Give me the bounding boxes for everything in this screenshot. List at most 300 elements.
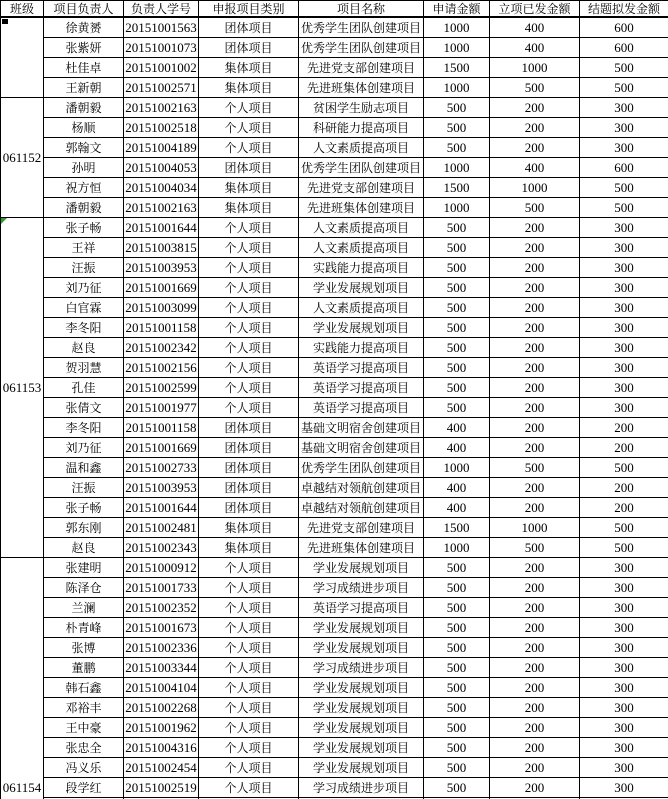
cell-category[interactable]: 个人项目 [199, 678, 299, 698]
cell-leader-name[interactable]: 张忠全 [44, 738, 124, 758]
column-header[interactable]: 申报项目类别 [199, 1, 299, 18]
cell-project-name[interactable]: 学习成绩进步项目 [299, 778, 424, 798]
cell-applied-amount[interactable]: 500 [424, 718, 490, 738]
column-header[interactable]: 结题拟发金额 [580, 1, 668, 18]
cell-final-amount[interactable]: 300 [580, 98, 668, 118]
table-row [1, 17, 668, 38]
cell-leader-name[interactable]: 兰澜 [44, 598, 124, 618]
column-header[interactable]: 申请金额 [424, 1, 490, 18]
cell-applied-amount[interactable]: 500 [424, 778, 490, 798]
cell-applied-amount[interactable]: 500 [424, 358, 490, 378]
cell-applied-amount[interactable]: 500 [424, 658, 490, 678]
cell-applied-amount[interactable]: 500 [424, 618, 490, 638]
cell-project-name[interactable]: 先进党支部创建项目 [299, 178, 424, 198]
cell-category[interactable]: 个人项目 [199, 718, 299, 738]
cell-student-id[interactable]: 20151001158 [124, 318, 199, 338]
cell-leader-name[interactable]: 刘乃征 [44, 438, 124, 458]
cell-final-amount[interactable]: 500 [580, 78, 668, 98]
cell-leader-name[interactable]: 王祥 [44, 238, 124, 258]
cell-leader-name[interactable]: 赵良 [44, 538, 124, 558]
cell-issued-amount[interactable]: 1000 [490, 178, 580, 198]
class-cell[interactable]: 061152 [1, 98, 44, 218]
cell-final-amount[interactable]: 200 [580, 418, 668, 438]
cell-leader-name[interactable]: 贺羽慧 [44, 358, 124, 378]
cell-applied-amount[interactable]: 1000 [424, 158, 490, 178]
cell-student-id[interactable]: 20151000912 [124, 558, 199, 578]
cell-issued-amount[interactable]: 200 [490, 438, 580, 458]
cell-final-amount[interactable]: 300 [580, 378, 668, 398]
cell-project-name[interactable]: 学习成绩进步项目 [299, 658, 424, 678]
cell-project-name[interactable]: 人文素质提高项目 [299, 298, 424, 318]
cell-student-id[interactable]: 20151004189 [124, 138, 199, 158]
cell-leader-name[interactable]: 郭翰文 [44, 138, 124, 158]
cell-issued-amount[interactable]: 200 [490, 778, 580, 798]
cell-leader-name[interactable]: 祝方恒 [44, 178, 124, 198]
cell-applied-amount[interactable]: 500 [424, 298, 490, 318]
cell-leader-name[interactable]: 杨顺 [44, 118, 124, 138]
cell-project-name[interactable]: 贫困学生励志项目 [299, 98, 424, 118]
cell-applied-amount[interactable]: 500 [424, 118, 490, 138]
table-row [1, 418, 668, 438]
cell-student-id[interactable]: 20151001669 [124, 438, 199, 458]
cell-issued-amount[interactable]: 200 [490, 758, 580, 778]
cell-student-id[interactable]: 20151002342 [124, 338, 199, 358]
cell-applied-amount[interactable]: 500 [424, 378, 490, 398]
cell-leader-name[interactable]: 杜佳卓 [44, 58, 124, 78]
cell-project-name[interactable]: 学业发展规划项目 [299, 718, 424, 738]
cell-final-amount[interactable]: 300 [580, 618, 668, 638]
cell-applied-amount[interactable]: 400 [424, 478, 490, 498]
cell-applied-amount[interactable]: 500 [424, 138, 490, 158]
cell-category[interactable]: 个人项目 [199, 338, 299, 358]
cell-project-name[interactable]: 先进班集体创建项目 [299, 78, 424, 98]
cell-leader-name[interactable]: 董鹏 [44, 658, 124, 678]
cell-category[interactable]: 个人项目 [199, 278, 299, 298]
cell-category[interactable]: 个人项目 [199, 378, 299, 398]
cell-issued-amount[interactable]: 200 [490, 618, 580, 638]
cell-category[interactable]: 个人项目 [199, 578, 299, 598]
cell-student-id[interactable]: 20151003953 [124, 258, 199, 278]
cell-applied-amount[interactable]: 1500 [424, 58, 490, 78]
cell-student-id[interactable]: 20151004104 [124, 678, 199, 698]
cell-final-amount[interactable]: 300 [580, 338, 668, 358]
cell-project-name[interactable]: 先进班集体创建项目 [299, 198, 424, 218]
cell-issued-amount[interactable]: 200 [490, 678, 580, 698]
cell-final-amount[interactable]: 600 [580, 158, 668, 178]
cell-final-amount[interactable]: 200 [580, 438, 668, 458]
cell-project-name[interactable]: 先进班集体创建项目 [299, 538, 424, 558]
cell-student-id[interactable]: 20151002519 [124, 778, 199, 798]
cell-project-name[interactable]: 先进党支部创建项目 [299, 58, 424, 78]
column-header[interactable]: 班级 [1, 1, 44, 18]
cell-leader-name[interactable]: 白官霖 [44, 298, 124, 318]
cell-final-amount[interactable]: 300 [580, 278, 668, 298]
cell-student-id[interactable]: 20151002481 [124, 518, 199, 538]
cell-category[interactable]: 个人项目 [199, 758, 299, 778]
cell-student-id[interactable]: 20151001673 [124, 618, 199, 638]
cell-leader-name[interactable]: 邓裕丰 [44, 698, 124, 718]
cell-project-name[interactable]: 英语学习提高项目 [299, 358, 424, 378]
cell-category[interactable]: 个人项目 [199, 318, 299, 338]
cell-student-id[interactable]: 20151002352 [124, 598, 199, 618]
cell-category[interactable]: 个人项目 [199, 618, 299, 638]
cell-applied-amount[interactable]: 1000 [424, 38, 490, 58]
cell-leader-name[interactable]: 潘朝毅 [44, 98, 124, 118]
comment-triangle-icon [1, 218, 7, 224]
cell-student-id[interactable]: 20151002163 [124, 198, 199, 218]
cell-leader-name[interactable]: 汪振 [44, 258, 124, 278]
cell-final-amount[interactable]: 500 [580, 458, 668, 478]
cell-leader-name[interactable]: 王新朝 [44, 78, 124, 98]
cell-leader-name[interactable]: 汪振 [44, 478, 124, 498]
cell-final-amount[interactable]: 300 [580, 398, 668, 418]
cell-issued-amount[interactable]: 400 [490, 17, 580, 38]
cell-student-id[interactable]: 20151001073 [124, 38, 199, 58]
cell-leader-name[interactable]: 温和鑫 [44, 458, 124, 478]
cell-final-amount[interactable]: 300 [580, 638, 668, 658]
cell-issued-amount[interactable]: 200 [490, 638, 580, 658]
cell-project-name[interactable]: 实践能力提高项目 [299, 258, 424, 278]
cell-project-name[interactable]: 人文素质提高项目 [299, 138, 424, 158]
table-row [1, 198, 668, 218]
cell-category[interactable]: 团体项目 [199, 17, 299, 38]
cell-applied-amount[interactable]: 400 [424, 438, 490, 458]
cell-issued-amount[interactable]: 200 [490, 318, 580, 338]
cell-final-amount[interactable]: 500 [580, 518, 668, 538]
cell-issued-amount[interactable]: 200 [490, 418, 580, 438]
cell-category[interactable]: 集体项目 [199, 178, 299, 198]
cell-category[interactable]: 个人项目 [199, 258, 299, 278]
cell-category[interactable]: 个人项目 [199, 138, 299, 158]
cell-applied-amount[interactable]: 500 [424, 598, 490, 618]
cell-project-name[interactable]: 人文素质提高项目 [299, 238, 424, 258]
cell-final-amount[interactable]: 600 [580, 38, 668, 58]
cell-final-amount[interactable]: 200 [580, 498, 668, 518]
cell-project-name[interactable]: 学习成绩进步项目 [299, 578, 424, 598]
cell-project-name[interactable]: 优秀学生团队创建项目 [299, 17, 424, 38]
cell-student-id[interactable]: 20151004034 [124, 178, 199, 198]
cell-final-amount[interactable]: 300 [580, 558, 668, 578]
cell-leader-name[interactable]: 陈泽仓 [44, 578, 124, 598]
cell-issued-amount[interactable]: 200 [490, 498, 580, 518]
cell-issued-amount[interactable]: 200 [490, 298, 580, 318]
cell-applied-amount[interactable]: 1500 [424, 178, 490, 198]
cell-issued-amount[interactable]: 200 [490, 258, 580, 278]
table-row [1, 158, 668, 178]
cell-category[interactable]: 集体项目 [199, 538, 299, 558]
cell-issued-amount[interactable]: 200 [490, 358, 580, 378]
cell-leader-name[interactable]: 刘乃征 [44, 278, 124, 298]
cell-issued-amount[interactable]: 200 [490, 558, 580, 578]
table-row [1, 558, 668, 578]
table-row [1, 578, 668, 598]
cell-applied-amount[interactable]: 500 [424, 338, 490, 358]
cell-project-name[interactable]: 英语学习提高项目 [299, 378, 424, 398]
cell-project-name[interactable]: 科研能力提高项目 [299, 118, 424, 138]
cell-project-name[interactable]: 学业发展规划项目 [299, 618, 424, 638]
cell-project-name[interactable]: 优秀学生团队创建项目 [299, 38, 424, 58]
cell-student-id[interactable]: 20151003344 [124, 658, 199, 678]
cell-issued-amount[interactable]: 200 [490, 598, 580, 618]
cell-final-amount[interactable]: 300 [580, 138, 668, 158]
cell-issued-amount[interactable]: 200 [490, 718, 580, 738]
cell-issued-amount[interactable]: 400 [490, 158, 580, 178]
cell-student-id[interactable]: 20151001733 [124, 578, 199, 598]
cell-final-amount[interactable]: 300 [580, 318, 668, 338]
cell-final-amount[interactable]: 300 [580, 578, 668, 598]
cell-issued-amount[interactable]: 200 [490, 238, 580, 258]
cell-issued-amount[interactable]: 200 [490, 698, 580, 718]
cell-leader-name[interactable]: 李冬阳 [44, 318, 124, 338]
cell-project-name[interactable]: 学业发展规划项目 [299, 558, 424, 578]
table-row [1, 338, 668, 358]
cell-student-id[interactable]: 20151001962 [124, 718, 199, 738]
cell-category[interactable]: 个人项目 [199, 658, 299, 678]
cell-student-id[interactable]: 20151002518 [124, 118, 199, 138]
cell-category[interactable]: 团体项目 [199, 458, 299, 478]
cell-project-name[interactable]: 英语学习提高项目 [299, 598, 424, 618]
cell-project-name[interactable]: 实践能力提高项目 [299, 338, 424, 358]
cell-final-amount[interactable]: 500 [580, 538, 668, 558]
cell-issued-amount[interactable]: 200 [490, 338, 580, 358]
cell-final-amount[interactable]: 300 [580, 238, 668, 258]
cell-issued-amount[interactable]: 200 [490, 658, 580, 678]
cell-category[interactable]: 团体项目 [199, 158, 299, 178]
cell-leader-name[interactable]: 王中豪 [44, 718, 124, 738]
cell-final-amount[interactable]: 600 [580, 17, 668, 38]
cell-category[interactable]: 团体项目 [199, 438, 299, 458]
cell-final-amount[interactable]: 300 [580, 218, 668, 238]
cell-project-name[interactable]: 学业发展规划项目 [299, 698, 424, 718]
cell-student-id[interactable]: 20151002343 [124, 538, 199, 558]
cell-final-amount[interactable]: 300 [580, 598, 668, 618]
cell-leader-name[interactable]: 张建明 [44, 558, 124, 578]
cell-student-id[interactable]: 20151002599 [124, 378, 199, 398]
cell-applied-amount[interactable]: 500 [424, 578, 490, 598]
cell-leader-name[interactable]: 郭东刚 [44, 518, 124, 538]
class-cell[interactable] [1, 17, 44, 98]
cell-student-id[interactable]: 20151002163 [124, 98, 199, 118]
cell-issued-amount[interactable]: 500 [490, 78, 580, 98]
cell-student-id[interactable]: 20151003099 [124, 298, 199, 318]
cell-final-amount[interactable]: 300 [580, 738, 668, 758]
cell-category[interactable]: 个人项目 [199, 638, 299, 658]
cell-issued-amount[interactable]: 200 [490, 478, 580, 498]
class-cell[interactable]: 061154 [1, 558, 44, 799]
cell-project-name[interactable]: 优秀学生团队创建项目 [299, 158, 424, 178]
cell-leader-name[interactable]: 韩石鑫 [44, 678, 124, 698]
column-header[interactable]: 立项已发金额 [490, 1, 580, 18]
cell-student-id[interactable]: 20151003815 [124, 238, 199, 258]
cell-project-name[interactable]: 卓越结对领航创建项目 [299, 478, 424, 498]
cell-applied-amount[interactable]: 400 [424, 498, 490, 518]
cell-final-amount[interactable]: 300 [580, 678, 668, 698]
cell-category[interactable]: 个人项目 [199, 98, 299, 118]
cell-project-name[interactable]: 基础文明宿舍创建项目 [299, 418, 424, 438]
cell-final-amount[interactable]: 300 [580, 258, 668, 278]
cell-issued-amount[interactable]: 200 [490, 398, 580, 418]
cell-project-name[interactable]: 卓越结对领航创建项目 [299, 498, 424, 518]
cell-issued-amount[interactable]: 1000 [490, 518, 580, 538]
cell-student-id[interactable]: 20151001644 [124, 218, 199, 238]
cell-issued-amount[interactable]: 1000 [490, 58, 580, 78]
cell-category[interactable]: 集体项目 [199, 518, 299, 538]
column-header[interactable]: 负责人学号 [124, 1, 199, 18]
cell-issued-amount[interactable]: 500 [490, 538, 580, 558]
cell-applied-amount[interactable]: 500 [424, 98, 490, 118]
cell-category[interactable]: 集体项目 [199, 58, 299, 78]
cell-leader-name[interactable]: 潘朝毅 [44, 198, 124, 218]
cell-leader-name[interactable]: 李冬阳 [44, 418, 124, 438]
cell-issued-amount[interactable]: 200 [490, 98, 580, 118]
cell-student-id[interactable]: 20151001002 [124, 58, 199, 78]
cell-project-name[interactable]: 人文素质提高项目 [299, 218, 424, 238]
cell-issued-amount[interactable]: 200 [490, 278, 580, 298]
table-row [1, 58, 668, 78]
cell-project-name[interactable]: 学业发展规划项目 [299, 318, 424, 338]
cell-issued-amount[interactable]: 500 [490, 458, 580, 478]
cell-category[interactable]: 集体项目 [199, 78, 299, 98]
cell-applied-amount[interactable]: 500 [424, 238, 490, 258]
table-row [1, 738, 668, 758]
cell-project-name[interactable]: 学业发展规划项目 [299, 278, 424, 298]
cell-category[interactable]: 个人项目 [199, 238, 299, 258]
cell-leader-name[interactable]: 冯义乐 [44, 758, 124, 778]
cell-issued-amount[interactable]: 200 [490, 378, 580, 398]
cell-leader-name[interactable]: 孙明 [44, 158, 124, 178]
cell-project-name[interactable]: 先进党支部创建项目 [299, 518, 424, 538]
cell-final-amount[interactable]: 200 [580, 478, 668, 498]
cell-category[interactable]: 个人项目 [199, 598, 299, 618]
column-header[interactable]: 项目名称 [299, 1, 424, 18]
cell-category[interactable]: 团体项目 [199, 498, 299, 518]
cell-applied-amount[interactable]: 1000 [424, 538, 490, 558]
cell-applied-amount[interactable]: 1500 [424, 518, 490, 538]
cell-category[interactable]: 团体项目 [199, 38, 299, 58]
cell-leader-name[interactable]: 张紫妍 [44, 38, 124, 58]
cell-applied-amount[interactable]: 500 [424, 698, 490, 718]
cell-final-amount[interactable]: 300 [580, 358, 668, 378]
cell-final-amount[interactable]: 300 [580, 778, 668, 798]
cell-final-amount[interactable]: 300 [580, 118, 668, 138]
column-header[interactable]: 项目负责人 [44, 1, 124, 18]
cell-student-id[interactable]: 20151001563 [124, 17, 199, 38]
cell-applied-amount[interactable]: 500 [424, 318, 490, 338]
cell-applied-amount[interactable]: 1000 [424, 17, 490, 38]
cell-applied-amount[interactable]: 500 [424, 218, 490, 238]
cell-category[interactable]: 个人项目 [199, 558, 299, 578]
cell-applied-amount[interactable]: 500 [424, 738, 490, 758]
cell-student-id[interactable]: 20151004316 [124, 738, 199, 758]
cell-student-id[interactable]: 20151001644 [124, 498, 199, 518]
cell-applied-amount[interactable]: 500 [424, 558, 490, 578]
cell-leader-name[interactable]: 张子畅 [44, 218, 124, 238]
cell-project-name[interactable]: 学业发展规划项目 [299, 758, 424, 778]
table-row [1, 698, 668, 718]
cell-category[interactable]: 个人项目 [199, 298, 299, 318]
class-cell[interactable]: 061153 [1, 218, 44, 558]
cell-category[interactable]: 个人项目 [199, 698, 299, 718]
cell-final-amount[interactable]: 500 [580, 58, 668, 78]
table-row [1, 298, 668, 318]
cell-student-id[interactable]: 20151001669 [124, 278, 199, 298]
cell-applied-amount[interactable]: 1000 [424, 198, 490, 218]
cell-category[interactable]: 团体项目 [199, 418, 299, 438]
cell-student-id[interactable]: 20151001158 [124, 418, 199, 438]
cell-category[interactable]: 团体项目 [199, 478, 299, 498]
cell-issued-amount[interactable]: 200 [490, 138, 580, 158]
cell-leader-name[interactable]: 张倩文 [44, 398, 124, 418]
cell-leader-name[interactable]: 赵良 [44, 338, 124, 358]
cell-applied-amount[interactable]: 1000 [424, 458, 490, 478]
table-row [1, 758, 668, 778]
cell-student-id[interactable]: 20151001977 [124, 398, 199, 418]
cell-student-id[interactable]: 20151002454 [124, 758, 199, 778]
cell-applied-amount[interactable]: 500 [424, 758, 490, 778]
cell-leader-name[interactable]: 朴青峰 [44, 618, 124, 638]
cell-project-name[interactable]: 学业发展规划项目 [299, 678, 424, 698]
cell-issued-amount[interactable]: 200 [490, 218, 580, 238]
cell-project-name[interactable]: 英语学习提高项目 [299, 398, 424, 418]
cell-final-amount[interactable]: 300 [580, 758, 668, 778]
cell-category[interactable]: 个人项目 [199, 118, 299, 138]
cell-category[interactable]: 集体项目 [199, 198, 299, 218]
cell-leader-name[interactable]: 张博 [44, 638, 124, 658]
cell-final-amount[interactable]: 300 [580, 298, 668, 318]
cell-student-id[interactable]: 20151003953 [124, 478, 199, 498]
cell-applied-amount[interactable]: 500 [424, 638, 490, 658]
cell-student-id[interactable]: 20151002268 [124, 698, 199, 718]
cell-project-name[interactable]: 优秀学生团队创建项目 [299, 458, 424, 478]
table-row [1, 498, 668, 518]
cell-leader-name[interactable]: 段学红 [44, 778, 124, 798]
cell-project-name[interactable]: 基础文明宿舍创建项目 [299, 438, 424, 458]
cell-leader-name[interactable]: 孔佳 [44, 378, 124, 398]
cell-leader-name[interactable]: 张子畅 [44, 498, 124, 518]
cell-leader-name[interactable]: 徐黄赟 [44, 17, 124, 38]
cell-category[interactable]: 个人项目 [199, 218, 299, 238]
cell-category[interactable]: 个人项目 [199, 398, 299, 418]
cell-student-id[interactable]: 20151002733 [124, 458, 199, 478]
cell-project-name[interactable]: 学业发展规划项目 [299, 638, 424, 658]
cell-category[interactable]: 个人项目 [199, 778, 299, 798]
cell-final-amount[interactable]: 300 [580, 658, 668, 678]
cell-student-id[interactable]: 20151002571 [124, 78, 199, 98]
cell-applied-amount[interactable]: 500 [424, 398, 490, 418]
cell-student-id[interactable]: 20151004053 [124, 158, 199, 178]
cell-applied-amount[interactable]: 1000 [424, 78, 490, 98]
cell-issued-amount[interactable]: 500 [490, 198, 580, 218]
cell-final-amount[interactable]: 500 [580, 198, 668, 218]
cell-applied-amount[interactable]: 500 [424, 258, 490, 278]
cell-issued-amount[interactable]: 200 [490, 738, 580, 758]
cell-applied-amount[interactable]: 500 [424, 278, 490, 298]
cell-project-name[interactable]: 学业发展规划项目 [299, 738, 424, 758]
cell-student-id[interactable]: 20151002336 [124, 638, 199, 658]
cell-issued-amount[interactable]: 200 [490, 578, 580, 598]
cell-category[interactable]: 个人项目 [199, 358, 299, 378]
cell-final-amount[interactable]: 300 [580, 718, 668, 738]
cell-final-amount[interactable]: 300 [580, 698, 668, 718]
cell-student-id[interactable]: 20151002156 [124, 358, 199, 378]
cell-issued-amount[interactable]: 200 [490, 118, 580, 138]
cell-issued-amount[interactable]: 400 [490, 38, 580, 58]
cell-category[interactable]: 个人项目 [199, 738, 299, 758]
cell-final-amount[interactable]: 500 [580, 178, 668, 198]
cell-applied-amount[interactable]: 500 [424, 678, 490, 698]
cell-applied-amount[interactable]: 400 [424, 418, 490, 438]
table-row [1, 138, 668, 158]
